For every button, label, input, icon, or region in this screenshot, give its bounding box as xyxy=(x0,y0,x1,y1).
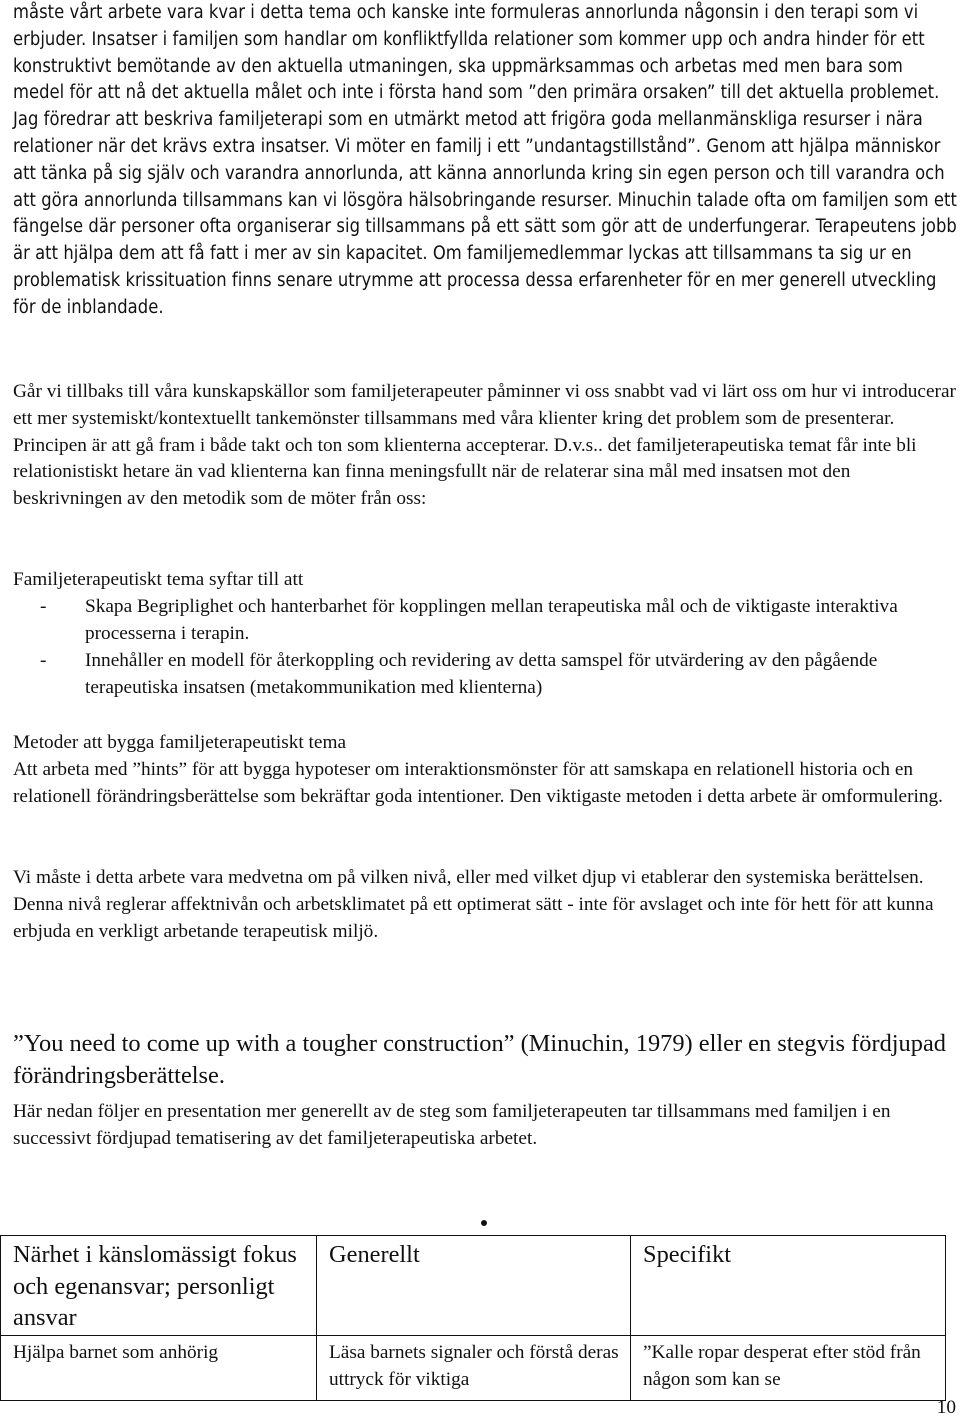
paragraph-knowledge-sources: Går vi tillbaks till våra kunskapskällor som familjeterapeuter påminner vi oss snabbt vad vi lärt oss om hur vi introducerar ett mer systemiskt/kontextuellt tankemönster tillsammans med våra klienter kring det problem som de presenterar. Principen är att gå fram i både takt och ton som klienterna accepterar. D.v.s.. det familjeterapeutiska temat får inte bli relationistiskt hetare än vad klienterna kan finna meningsfullt när de relaterar sina mål med insatsen mot den beskrivningen av den metodik som de möter från oss: xyxy=(13,381,956,510)
table-header-cell: Närhet i känslomässigt fokus och egenansvar; personligt ansvar xyxy=(1,1236,317,1336)
table-row xyxy=(1,1336,946,1401)
table-header-row xyxy=(1,1236,946,1336)
table-header-cell: Generellt xyxy=(317,1236,631,1336)
list-item-text: Innehåller en modell för återkoppling och revidering av detta samspel för utvärdering av den pågående terapeutiska insatsen (metakommunikation med klienterna) xyxy=(85,650,878,698)
list-item xyxy=(13,648,958,702)
page-number: 10 xyxy=(936,1397,956,1418)
steps-table xyxy=(0,1235,946,1401)
paragraph-presentation: Här nedan följer en presentation mer generellt av de steg som familjeterapeuten tar tillsammans med familjen i en successivt fördjupad tematisering av det familjeterapeutiska arbetet. xyxy=(13,1101,891,1149)
dash-marker: - xyxy=(40,650,47,671)
paragraph-narrative-level: Vi måste i detta arbete vara medvetna om på vilken nivå, eller med vilket djup vi etablerar den systemiska berättelsen. Denna nivå reglerar affektnivån och arbetsklimatet på ett optimerat sätt - inte för avslaget och inte för hett för att kunna erbjuda en verkligt arbetande terapeutisk miljö. xyxy=(13,867,934,942)
list-item xyxy=(13,594,958,648)
table-cell: ”Kalle ropar desperat efter stöd från någon som kan se xyxy=(631,1336,946,1401)
bullet-dot xyxy=(481,1220,487,1226)
quote-minuchin: ”You need to come up with a tougher construction” (Minuchin, 1979) eller en stegvis fördjupad förändringsberättelse. xyxy=(13,1030,946,1090)
list-heading: Familjeterapeutiskt tema syftar till att xyxy=(13,569,304,590)
methods-body: Att arbeta med ”hints” för att bygga hypoteser om interaktionsmönster för att samskapa en relationell historia och en relationell förändringsberättelse som bekräftar goda intentioner. Den viktigaste metoden i detta arbete är omformulering. xyxy=(13,758,943,807)
paragraph-methods xyxy=(13,730,957,810)
list-item-text: Skapa Begriplighet och hanterbarhet för kopplingen mellan terapeutiska mål och de viktigaste interaktiva processerna i terapin. xyxy=(85,596,898,644)
table-cell: Läsa barnets signaler och förstå deras uttryck för viktiga xyxy=(317,1336,631,1401)
methods-heading: Metoder att bygga familjeterapeutiskt tema xyxy=(13,732,347,753)
dash-marker: - xyxy=(40,596,47,617)
paragraph-intro: måste vårt arbete vara kvar i detta tema och kanske inte formuleras annorlunda någonsin i den terapi som vi erbjuder. Insatser i familjen som handlar om konfliktfyllda relationer som kommer upp och andra hinder för ett konstruktivt bemötande av den aktuella utmaningen, ska uppmärksammas och arbetas med men bara som medel för att nå det aktuella målet och inte i första hand som ”den primära orsaken” till det aktuella problemet. Jag föredrar att beskriva familjeterapi som en utmärkt metod att frigöra goda mellanmänskliga resurser i nära relationer när det krävs extra insatser. Vi möter en familj i ett ”undantagstillstånd”. Genom att hjälpa människor att tänka på sig själv och varandra annorlunda, att känna annorlunda kring sin egen person och till varandra och att göra annorlunda tillsammans kan vi lösgöra hälsobringande resurser. Minuchin talade ofta om familjen som ett fängelse där personer ofta organiserar sig tillsammans på ett sätt som gör att de underfungerar. Terapeutens jobb är att hjälpa dem att få fatt i mer av sin kapacitet. Om familjemedlemmar lyckas att tillsammans ta sig ur en problematisk krissituation finns senare utrymme att processa dessa erfarenheter för en mer generell utveckling för de inblandade. xyxy=(13,2,957,318)
table-header-cell: Specifikt xyxy=(631,1236,946,1336)
table-cell: Hjälpa barnet som anhörig xyxy=(1,1336,317,1401)
